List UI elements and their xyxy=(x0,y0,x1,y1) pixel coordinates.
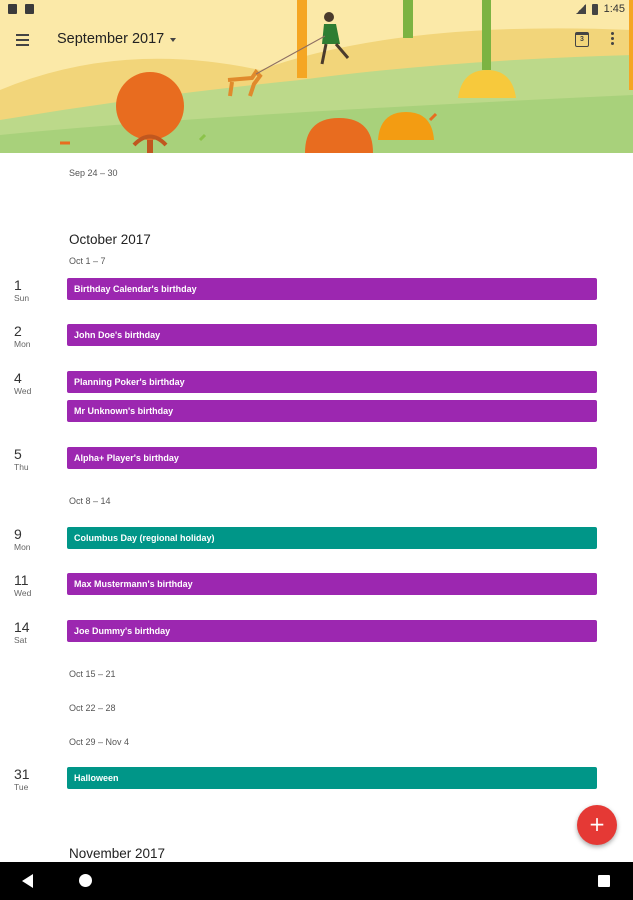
home-icon[interactable] xyxy=(79,874,92,887)
menu-icon[interactable] xyxy=(16,32,36,50)
event-chip[interactable]: Columbus Day (regional holiday) xyxy=(67,527,597,549)
event-chip[interactable]: Planning Poker's birthday xyxy=(67,371,597,393)
dropdown-icon xyxy=(170,38,176,42)
day-label xyxy=(14,620,54,645)
day-label xyxy=(14,324,54,349)
event-chip[interactable]: Joe Dummy's birthday xyxy=(67,620,597,642)
more-icon[interactable] xyxy=(607,32,617,48)
week-label: Oct 22 – 28 xyxy=(69,703,116,713)
day-of-week: Wed xyxy=(14,386,32,396)
day-label xyxy=(14,447,54,472)
day-of-week: Thu xyxy=(14,462,29,472)
status-time: 1:45 xyxy=(603,3,625,15)
event-chip[interactable]: Birthday Calendar's birthday xyxy=(67,278,597,300)
event-chip[interactable]: Halloween xyxy=(67,767,597,789)
day-number: 4 xyxy=(14,370,22,386)
event-chip[interactable]: Max Mustermann's birthday xyxy=(67,573,597,595)
agenda-list[interactable] xyxy=(0,153,633,862)
day-number: 2 xyxy=(14,323,22,339)
week-label: Oct 8 – 14 xyxy=(69,496,111,506)
month-header: November 2017 xyxy=(69,846,166,861)
signal-icon xyxy=(576,4,586,14)
day-number: 9 xyxy=(14,526,22,542)
event-chip[interactable]: Alpha+ Player's birthday xyxy=(67,447,597,469)
status-right xyxy=(576,3,625,15)
day-number: 5 xyxy=(14,446,22,462)
week-label: Oct 1 – 7 xyxy=(69,256,106,266)
add-icon[interactable]: + xyxy=(577,805,617,845)
status-bar xyxy=(0,0,633,20)
battery-icon xyxy=(592,4,598,15)
notification-icon xyxy=(8,4,17,14)
week-label: Oct 29 – Nov 4 xyxy=(69,737,130,747)
back-icon[interactable] xyxy=(22,874,33,888)
day-label xyxy=(14,527,54,552)
day-number: 14 xyxy=(14,619,30,635)
event-chip[interactable]: Mr Unknown's birthday xyxy=(67,400,597,422)
day-of-week: Mon xyxy=(14,542,31,552)
header-illustration xyxy=(0,0,633,153)
recents-icon[interactable] xyxy=(598,875,610,887)
month-selector[interactable] xyxy=(57,31,176,47)
day-number: 11 xyxy=(14,572,29,588)
day-number: 31 xyxy=(14,766,30,782)
navigation-bar xyxy=(0,862,633,900)
month-title: September 2017 xyxy=(57,31,165,47)
month-header: October 2017 xyxy=(69,232,151,247)
today-icon[interactable]: 3 xyxy=(575,32,589,47)
week-label: Sep 24 – 30 xyxy=(69,168,118,178)
day-label xyxy=(14,767,54,792)
day-number: 1 xyxy=(14,277,22,293)
day-label xyxy=(14,573,54,598)
day-of-week: Mon xyxy=(14,339,31,349)
day-label xyxy=(14,278,54,303)
day-of-week: Wed xyxy=(14,588,32,598)
notification-icons xyxy=(8,4,34,14)
day-label xyxy=(14,371,54,396)
day-of-week: Sun xyxy=(14,293,30,303)
sd-card-icon xyxy=(25,4,34,14)
day-of-week: Tue xyxy=(14,782,29,792)
event-chip[interactable]: John Doe's birthday xyxy=(67,324,597,346)
week-label: Oct 15 – 21 xyxy=(69,669,116,679)
app-toolbar xyxy=(0,20,633,62)
day-of-week: Sat xyxy=(14,635,27,645)
